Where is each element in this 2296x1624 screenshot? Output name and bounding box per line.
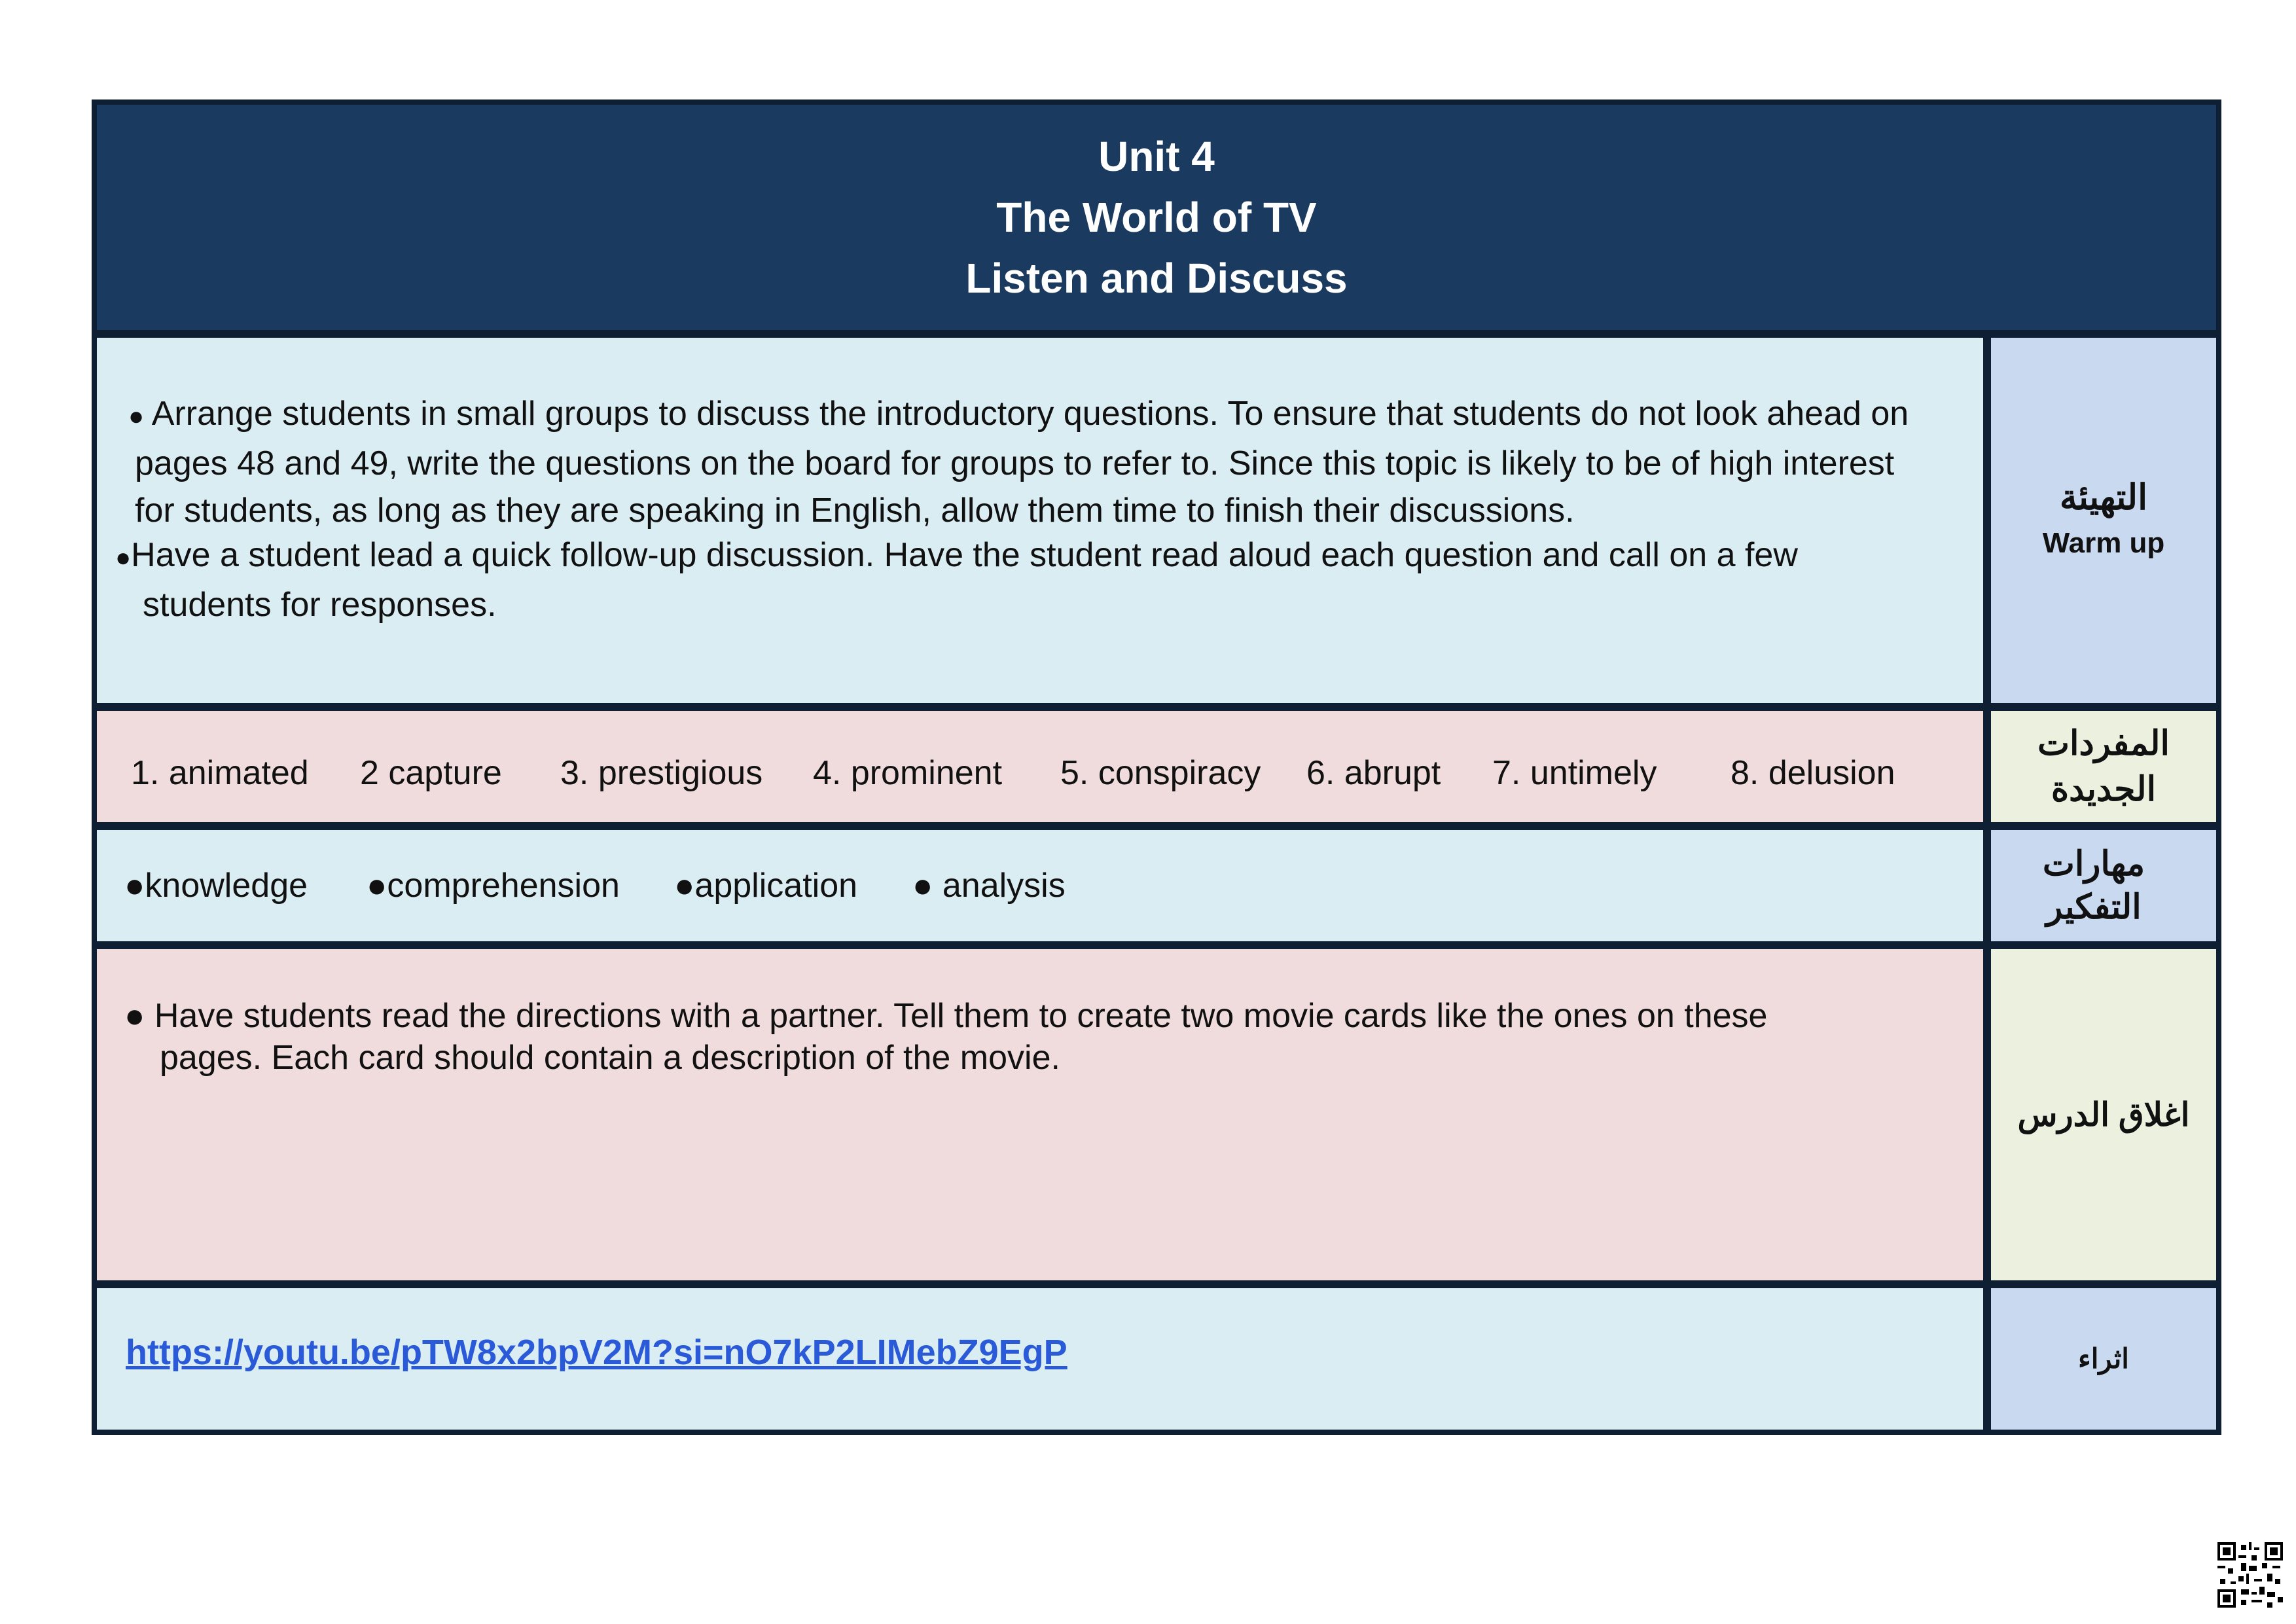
skill-item: ●comprehension [367,867,620,905]
vocab-item: 8. delusion [1731,754,1895,792]
bullet-icon: ● [128,402,145,431]
unit-title: Unit 4 [1098,132,1215,180]
warmup-bullet-2: ●Have a student lead a quick follow-up discussion. Have the student read aloud each question and call on a few students for responses. [115,536,1798,624]
thinking-skills-content [97,830,1983,941]
closure-content [97,949,1983,1280]
enrichment-content [97,1288,1983,1430]
vocabulary-label: المفردات الجديدة [1991,711,2216,822]
vocab-item: 6. abrupt [1306,754,1441,792]
vocab-item: 4. prominent [813,754,1003,792]
vocab-item: 1. animated [131,754,309,792]
enrichment-link[interactable]: https://youtu.be/pTW8x2bpV2M?si=nO7kP2LIMebZ9EgP [126,1333,1067,1372]
skill-item: ● analysis [912,867,1066,905]
lesson-title: Listen and Discuss [965,254,1348,302]
closure-line-2: pages. Each card should contain a description of the movie. [160,1039,1060,1077]
enrichment-label: اثراء [1991,1288,2216,1430]
warmup-label: التهيئة Warm up [1991,338,2216,703]
closure-line-1: ● Have students read the directions with a partner. Tell them to create two movie cards like the ones on these [124,997,1768,1035]
vocab-item: 3. prestigious [560,754,763,792]
thinking-skills-label: مهارات التفكير [1991,830,2216,941]
vocab-item: 5. conspiracy [1060,754,1261,792]
warmup-bullet-1: ● Arrange students in small groups to discuss the introductory questions. To ensure that students do not look ahead on pages 48 and 49, write the questions on the board for groups to refer to. Since this topic is likely to be of high interest for students, as long as they are speaking in English, allow them time to finish their discussions. [128,395,1909,530]
skill-item: ●knowledge [124,867,308,905]
qr-code-icon [2217,1542,2283,1608]
vocab-item: 2 capture [360,754,502,792]
vocab-item: 7. untimely [1492,754,1657,792]
vocabulary-content [97,711,1983,822]
unit-subtitle: The World of TV [996,193,1317,241]
lesson-header [97,105,2216,330]
closure-label: اغلاق الدرس [1991,949,2216,1280]
warmup-content [97,338,1983,703]
skill-item: ●application [674,867,858,905]
bullet-icon: ● [115,543,132,572]
